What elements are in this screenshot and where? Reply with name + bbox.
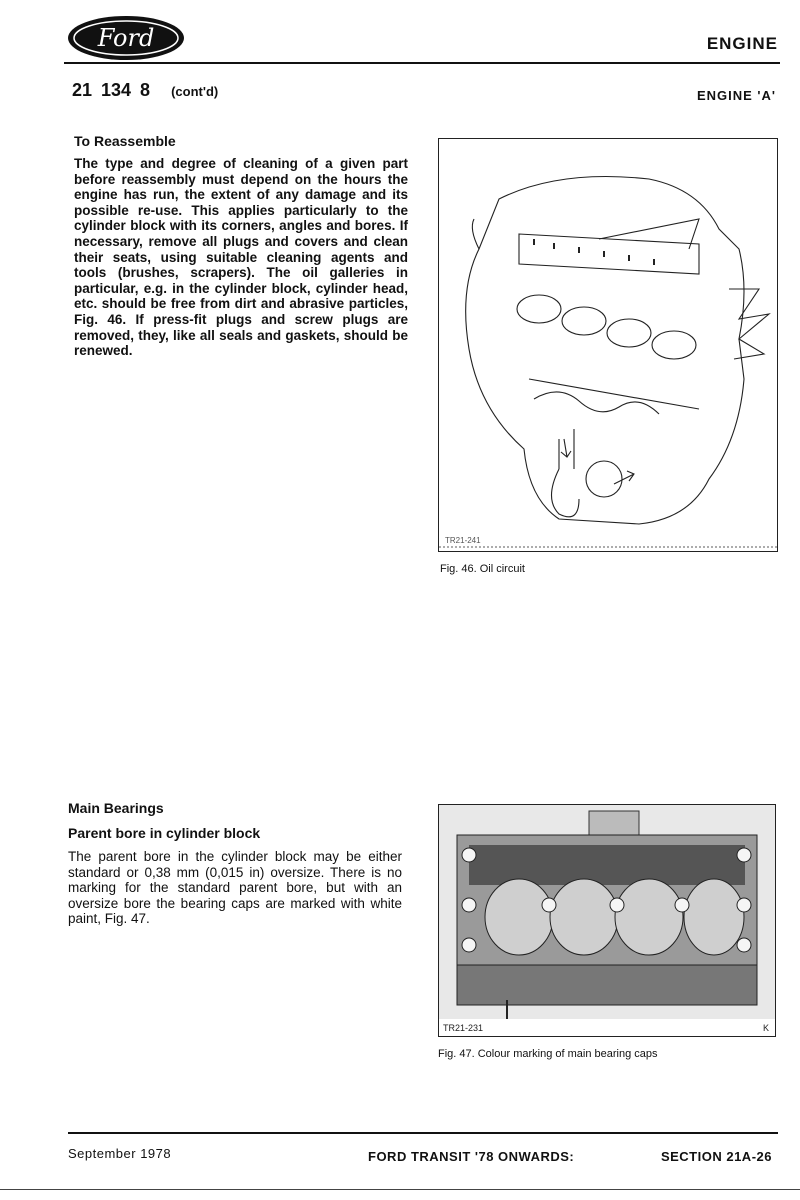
parent-bore-paragraph: The parent bore in the cylinder block may be either standard or 0,38 mm (0,015 in) oversize. There is no marking for the standard parent bore, but with an oversize bore the bearing caps are marked with white paint, Fig. 47. — [68, 849, 402, 927]
operation-number: 21 134 8 — [72, 80, 151, 100]
header-divider — [64, 62, 780, 64]
footer-section-number: SECTION 21A-26 — [660, 1149, 772, 1164]
page-title: ENGINE — [706, 34, 778, 53]
footer-divider — [68, 1132, 778, 1134]
operation-reference — [72, 80, 218, 101]
subheading-parent-bore: Parent bore in cylinder block — [68, 825, 261, 841]
continued-label: (cont'd) — [171, 84, 219, 99]
ford-logo — [66, 14, 186, 62]
figure-47-frame — [438, 804, 776, 1037]
oil-circuit-diagram — [439, 139, 777, 551]
figure-47-corner-mark: K — [763, 1023, 770, 1033]
figure-46-frame — [438, 138, 778, 552]
engine-subtitle: ENGINE 'A' — [696, 88, 776, 103]
figure-46-code: TR21-241 — [445, 536, 481, 545]
cylinder-block-photo — [439, 805, 775, 1036]
ford-logo-text: Ford — [97, 24, 155, 52]
figure-47-caption: Fig. 47. Colour marking of main bearing caps — [438, 1048, 658, 1060]
reassemble-paragraph: The type and degree of cleaning of a given part before reassembly must depend on the hours the engine has run, the extent of any damage and its possible re-use. This applies particularly to the cylinder block with its corners, angles and bores. If necessary, remove all plugs and covers and clean their seats, using suitable cleaning agents and tools (brushes, scrapers). The oil galleries in particular, e.g. in the cylinder block, cylinder head, etc. should be free from dirt and abrasive particles, Fig. 46. If press-fit plugs and screw plugs are removed, they, like all seals and gaskets, should be renewed. — [74, 156, 408, 359]
footer-date: September 1978 — [68, 1146, 172, 1161]
scan-edge-line — [0, 1189, 800, 1190]
footer-publication: FORD TRANSIT '78 ONWARDS: — [368, 1149, 575, 1164]
figure-46-caption: Fig. 46. Oil circuit — [440, 563, 525, 575]
section-heading-main-bearings: Main Bearings — [68, 800, 164, 816]
ford-oval-icon — [66, 14, 186, 62]
figure-47-code: TR21-231 — [443, 1023, 484, 1033]
section-heading-reassemble: To Reassemble — [74, 133, 176, 149]
